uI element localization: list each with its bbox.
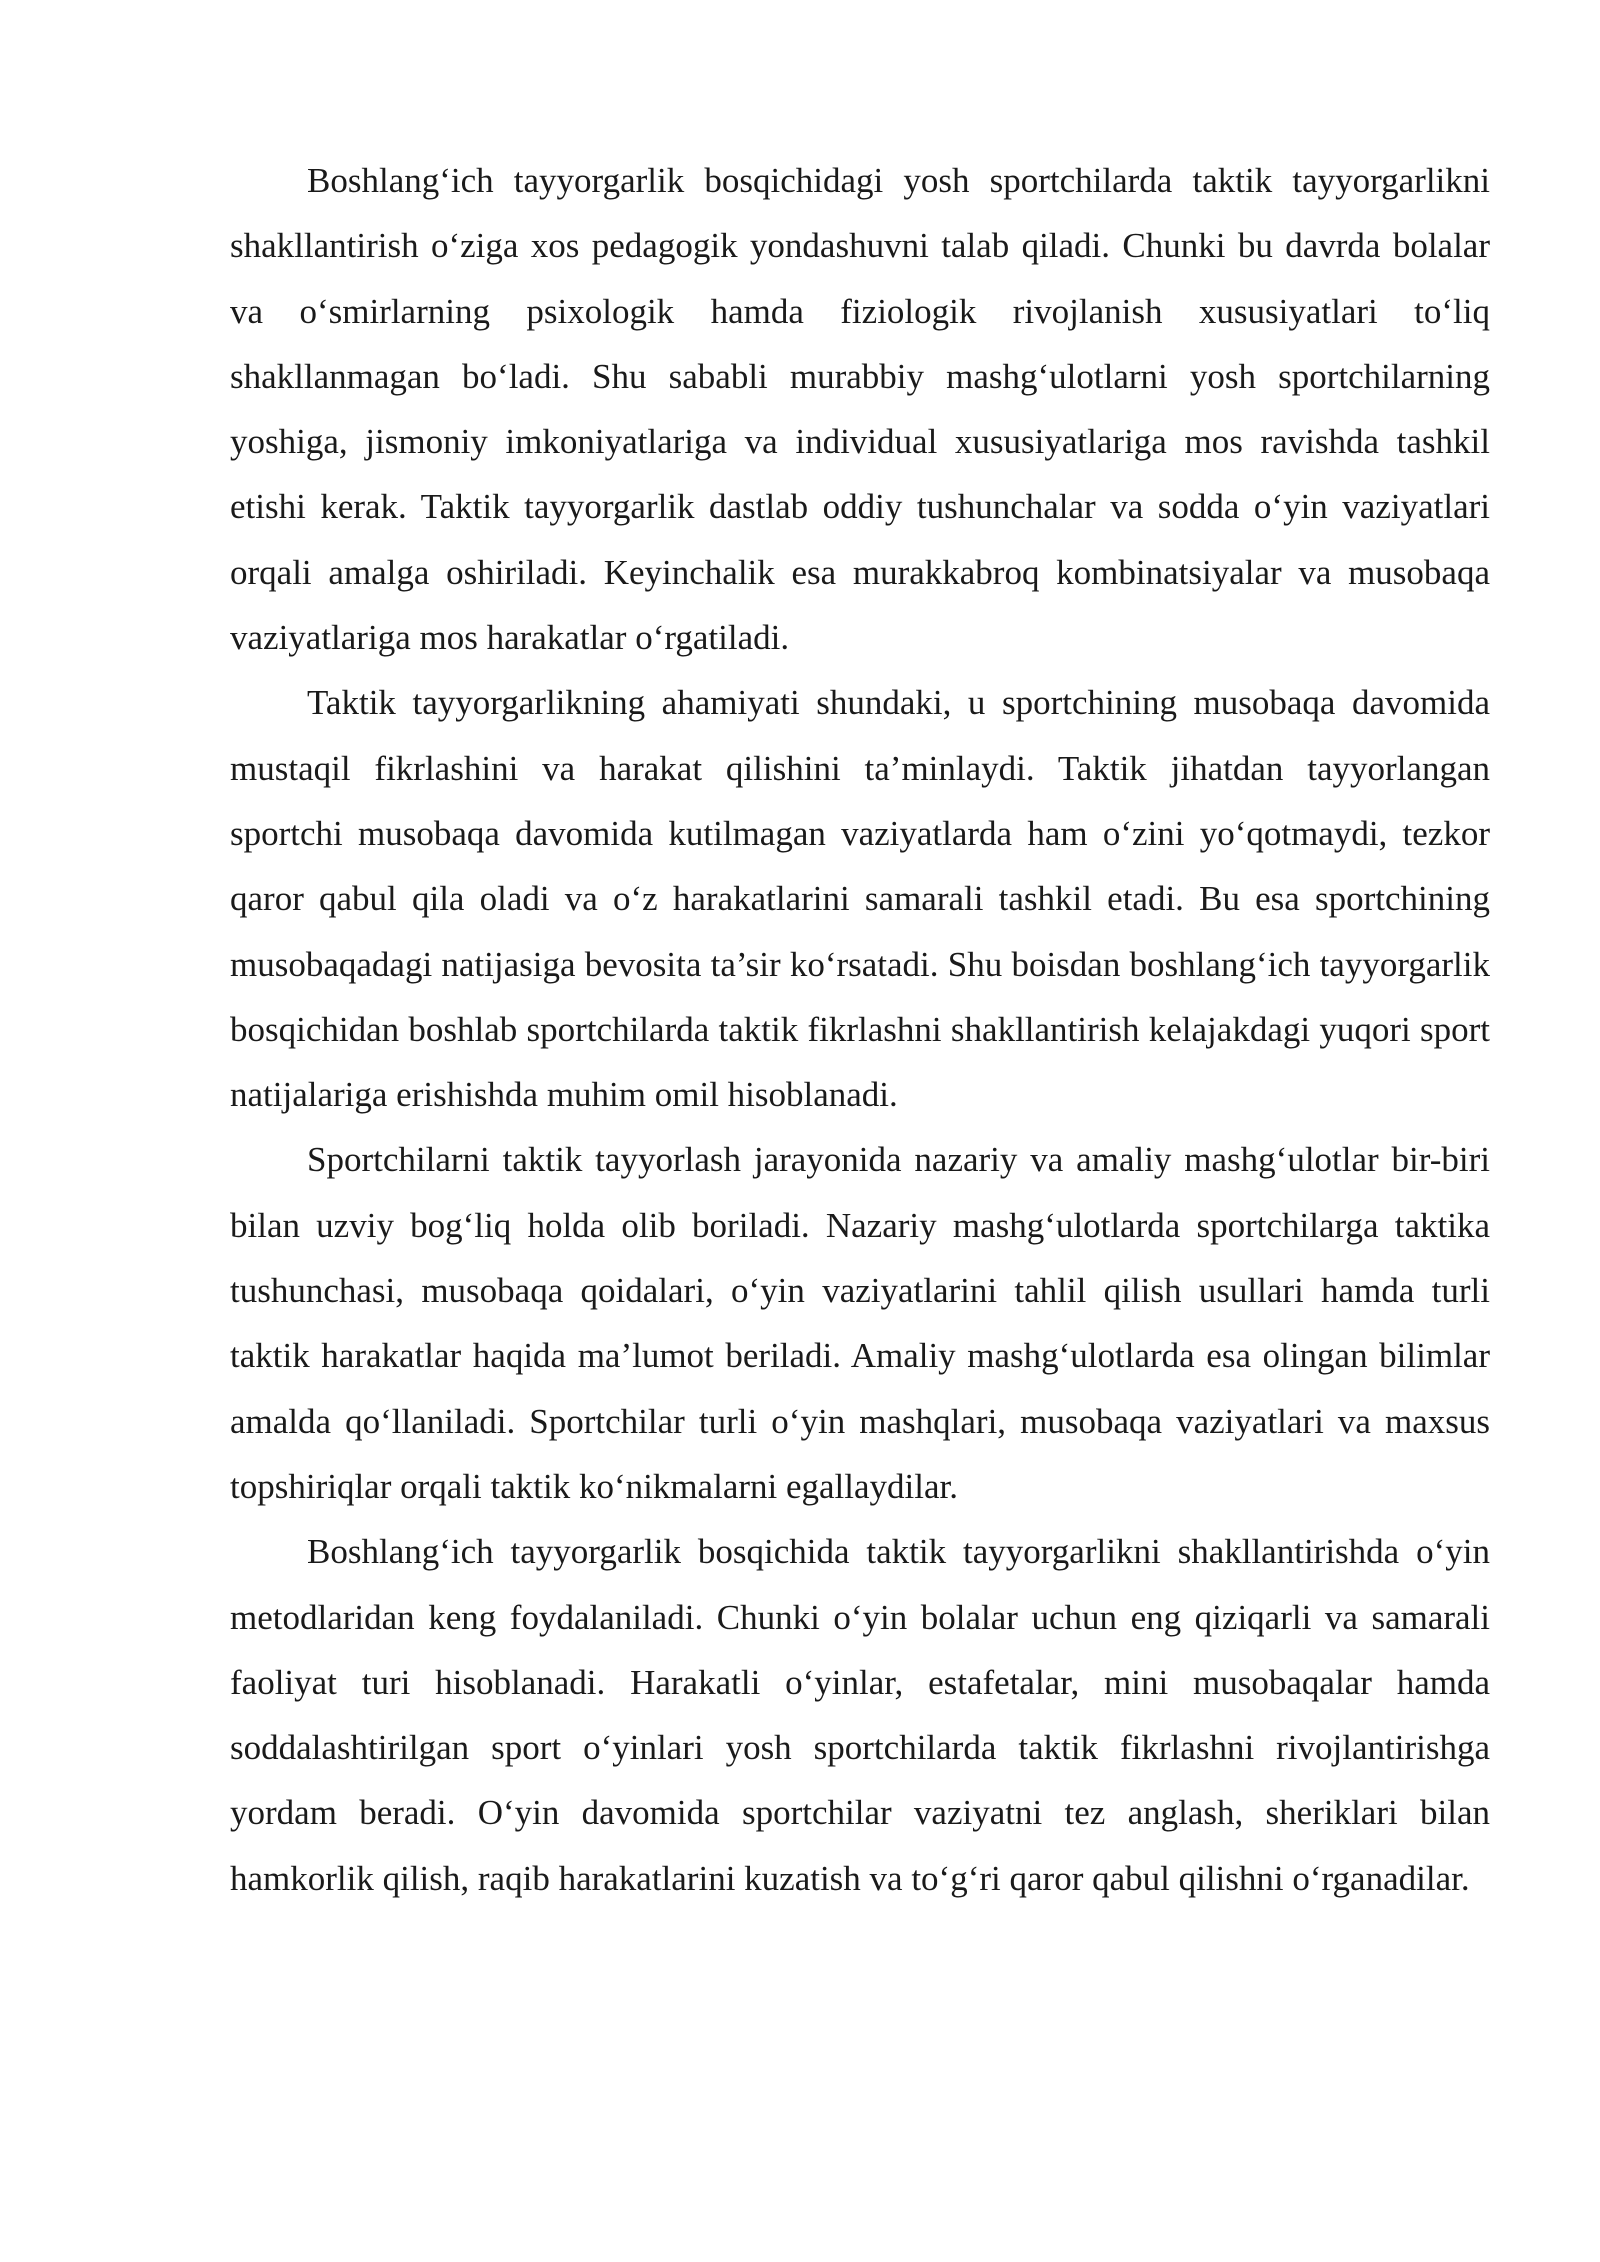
paragraph: Boshlang‘ich tayyorgarlik bosqichida taktik tayyorgarlikni shakllantirishda o‘yin metodlaridan keng foydalaniladi. Chunki o‘yin bolalar uchun eng qiziqarli va samarali faoliyat turi hisoblanadi. Harakatli o‘yinlar, estafetalar, mini musobaqalar hamda soddalashtirilgan sport o‘yinlari yosh sportchilarda taktik fikrlashni rivojlantirishga yordam beradi. O‘yin davomida sportchilar vaziyatni tez anglash, sheriklari bilan hamkorlik qilish, raqib harakatlarini kuzatish va to‘g‘ri qaror qabul qilishni o‘rganadilar.	[230, 1532, 1490, 1898]
paragraph: Boshlang‘ich tayyorgarlik bosqichidagi yosh sportchilarda taktik tayyorgarlikni shakllantirish o‘ziga xos pedagogik yondashuvni talab qiladi. Chunki bu davrda bolalar va o‘smirlarning psixologik hamda fiziologik rivojlanish xususiyatlari to‘liq shakllanmagan bo‘ladi. Shu sababli murabbiy mashg‘ulotlarni yosh sportchilarning yoshiga, jismoniy imkoniyatlariga va individual xususiyatlariga mos ravishda tashkil etishi kerak. Taktik tayyorgarlik dastlab oddiy tushunchalar va sodda o‘yin vaziyatlari orqali amalga oshiriladi. Keyinchalik esa murakkabroq kombinatsiyalar va musobaqa vaziyatlariga mos harakatlar o‘rgatiladi.	[230, 161, 1490, 658]
paragraph: Sportchilarni taktik tayyorlash jarayonida nazariy va amaliy mashg‘ulotlar bir-biri bilan uzviy bog‘liq holda olib boriladi. Nazariy mashg‘ulotlarda sportchilarga taktika tushunchasi, musobaqa qoidalari, o‘yin vaziyatlarini tahlil qilish usullari hamda turli taktik harakatlar haqida ma’lumot beriladi. Amaliy mashg‘ulotlarda esa olingan bilimlar amalda qo‘llaniladi. Sportchilar turli o‘yin mashqlari, musobaqa vaziyatlari va maxsus topshiriqlar orqali taktik ko‘nikmalarni egallaydilar.	[230, 1140, 1490, 1506]
document-body	[230, 148, 1490, 1911]
paragraph: Taktik tayyorgarlikning ahamiyati shundaki, u sportchining musobaqa davomida mustaqil fikrlashini va harakat qilishini ta’minlaydi. Taktik jihatdan tayyorlangan sportchi musobaqa davomida kutilmagan vaziyatlarda ham o‘zini yo‘qotmaydi, tezkor qaror qabul qila oladi va o‘z harakatlarini samarali tashkil etadi. Bu esa sportchining musobaqadagi natijasiga bevosita ta’sir ko‘rsatadi. Shu boisdan boshlang‘ich tayyorgarlik bosqichidan boshlab sportchilarda taktik fikrlashni shakllantirish kelajakdagi yuqori sport natijalariga erishishda muhim omil hisoblanadi.	[230, 683, 1490, 1115]
